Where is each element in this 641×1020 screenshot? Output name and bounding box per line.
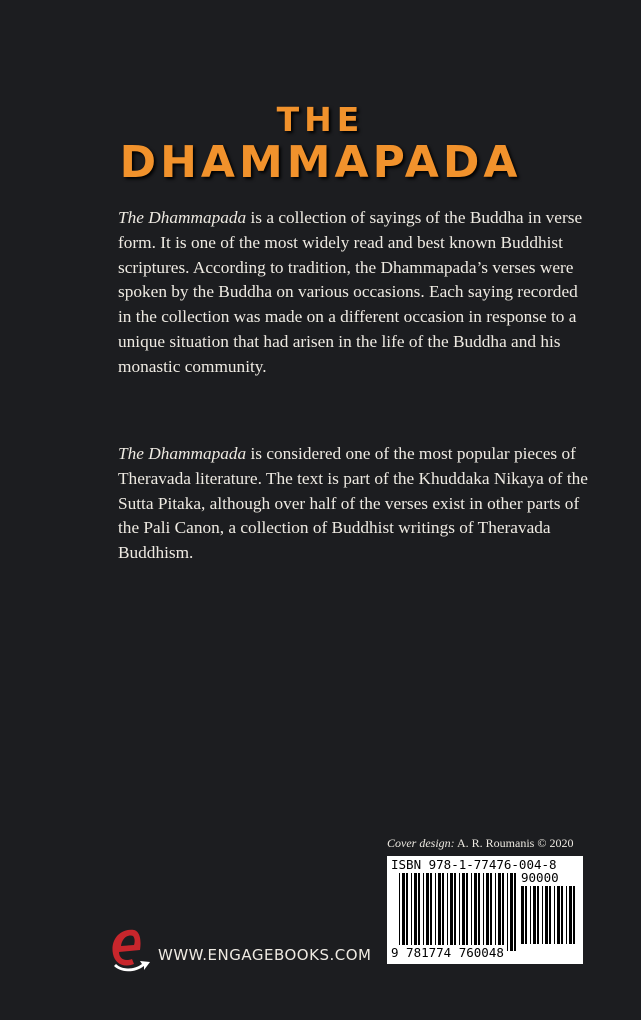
blurb-paragraph-2 bbox=[118, 442, 588, 566]
barcode-bar bbox=[498, 873, 501, 951]
barcode-bar bbox=[474, 873, 477, 951]
barcode-bars bbox=[399, 873, 517, 951]
blurb-text: is a collection of sayings of the Buddha in verse form. It is one of the most widely read and best known Buddhist scriptures. According to tradition, the Dhammapada’s verses were spoken by the Buddha on various occasions. Each saying recorded in the collection was made on a different occasion in response to a unique situation that had arisen in the life of the Buddha and his monastic community. bbox=[118, 208, 583, 376]
barcode-bar bbox=[545, 886, 548, 944]
barcode-bar bbox=[490, 873, 492, 951]
barcode-bar bbox=[514, 873, 516, 951]
barcode-bar bbox=[542, 886, 543, 944]
barcode-bar bbox=[418, 873, 420, 951]
barcode-bar bbox=[426, 873, 429, 951]
isbn-text: ISBN 978-1-77476-004-8 bbox=[391, 857, 557, 872]
barcode-bar bbox=[414, 873, 417, 951]
barcode-bar bbox=[561, 886, 563, 944]
barcode-bar bbox=[423, 873, 424, 951]
title-dhammapada: DHAMMAPADA bbox=[119, 137, 522, 188]
barcode-bar bbox=[466, 873, 468, 951]
barcode-bar bbox=[406, 873, 408, 951]
isbn-barcode bbox=[387, 856, 583, 964]
barcode-bar bbox=[459, 873, 460, 951]
engage-e-logo-icon bbox=[104, 924, 158, 974]
publisher-website: WWW.ENGAGEBOOKS.COM bbox=[158, 946, 372, 964]
blurb-book-title: The Dhammapada bbox=[118, 208, 247, 227]
barcode-bar bbox=[450, 873, 453, 951]
barcode-bar bbox=[483, 873, 484, 951]
barcode-bar bbox=[462, 873, 465, 951]
barcode-bar bbox=[507, 873, 508, 951]
barcode-bar bbox=[471, 873, 472, 951]
barcode-bar bbox=[557, 886, 560, 944]
credit-value: A. R. Roumanis © 2020 bbox=[454, 836, 574, 850]
blurb-text: is considered one of the most popular pieces of Theravada literature. The text is part of the Khuddaka Nikaya of the Sutta Pitaka, although over half of the verses exist in other parts of the Pali Canon, a collection of Buddhist writings of Theravada Buddhism. bbox=[118, 444, 588, 563]
barcode-bar bbox=[438, 873, 441, 951]
cover-design-credit bbox=[387, 836, 573, 851]
barcode-digits: 9 781774 760048 bbox=[391, 945, 504, 960]
blurb-paragraph-1 bbox=[118, 206, 588, 380]
barcode-bar bbox=[399, 873, 400, 951]
barcode-bar bbox=[402, 873, 405, 951]
barcode-bar bbox=[569, 886, 572, 944]
blurb-book-title: The Dhammapada bbox=[118, 444, 247, 463]
barcode-bar bbox=[530, 886, 531, 944]
title-the: THE bbox=[276, 100, 365, 139]
barcode-bar bbox=[442, 873, 444, 951]
barcode-bar bbox=[495, 873, 496, 951]
barcode-bar bbox=[566, 886, 567, 944]
barcode-bar bbox=[478, 873, 480, 951]
addon-barcode-bars bbox=[521, 886, 577, 944]
barcode-bar bbox=[525, 886, 527, 944]
barcode-bar bbox=[447, 873, 448, 951]
barcode-bar bbox=[454, 873, 456, 951]
credit-label: Cover design: bbox=[387, 836, 455, 850]
barcode-bar bbox=[554, 886, 555, 944]
barcode-bar bbox=[537, 886, 539, 944]
barcode-bar bbox=[549, 886, 551, 944]
price-addon-text: 90000 bbox=[521, 870, 559, 885]
barcode-bar bbox=[502, 873, 504, 951]
barcode-bar bbox=[430, 873, 432, 951]
barcode-bar bbox=[435, 873, 436, 951]
barcode-bar bbox=[510, 873, 513, 951]
barcode-bar bbox=[521, 886, 524, 944]
barcode-bar bbox=[486, 873, 489, 951]
barcode-bar bbox=[411, 873, 412, 951]
barcode-bar bbox=[533, 886, 536, 944]
barcode-bar bbox=[573, 886, 575, 944]
